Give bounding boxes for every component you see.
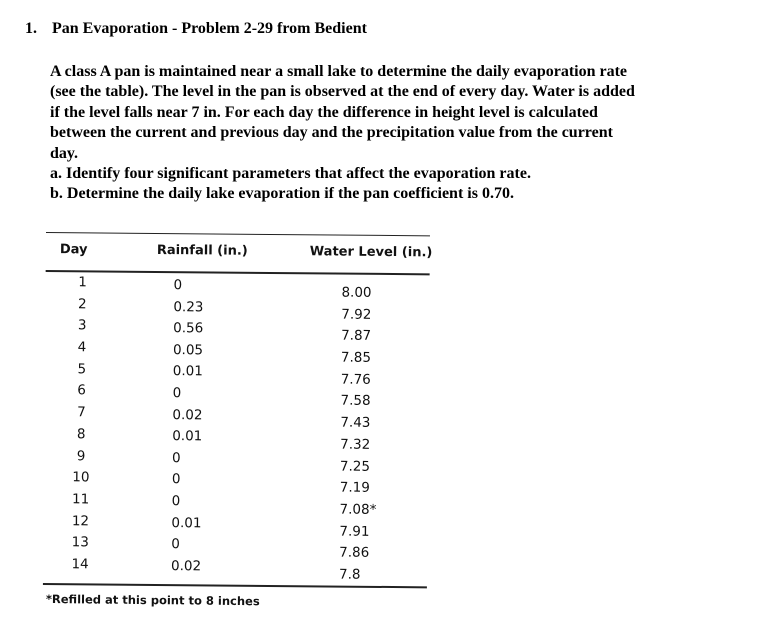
water-level-cell: 7.25	[339, 458, 371, 475]
day-cell: 4	[77, 339, 87, 356]
rainfall-cell: 0.23	[173, 298, 204, 315]
water-level-cell: 7.76	[340, 371, 371, 388]
statement-line: between the current and previous day and the precipitation value from the current	[50, 124, 613, 142]
rainfall-cell: 0.02	[171, 557, 202, 575]
question-title	[25, 20, 367, 38]
rainfall-cell: 0.02	[172, 406, 203, 423]
rainfall-cell: 0.56	[173, 320, 204, 337]
day-cell: 9	[76, 447, 86, 464]
rainfall-column	[171, 275, 204, 578]
statement-line: (see the table). The level in the pan is observed at the end of every day. Water is added	[50, 83, 635, 101]
question-title-text: Pan Evaporation - Problem 2-29 from Bedient	[52, 20, 367, 37]
rainfall-cell: 0	[171, 536, 180, 553]
statement-line: if the level falls near 7 in. For each day the difference in height level is calculated	[50, 103, 598, 121]
day-cell: 6	[77, 382, 86, 399]
table-header-rule	[46, 270, 430, 275]
day-cell: 8	[76, 426, 86, 443]
rainfall-cell: 0.01	[172, 428, 203, 445]
day-cell: 1	[78, 274, 87, 291]
water-level-cell: 7.87	[341, 327, 372, 345]
water-level-cell: 7.58	[340, 393, 371, 410]
day-cell: 11	[72, 491, 90, 508]
statement-line: day.	[50, 144, 79, 162]
water-level-cell: 7.92	[341, 306, 372, 323]
day-cell: 14	[71, 556, 89, 573]
day-cell: 7	[77, 404, 86, 421]
statement-line: A class A pan is maintained near a small lake to determine the daily evaporation rate	[50, 63, 628, 80]
water-level-cell: 7.19	[339, 479, 370, 497]
water-level-cell: 7.43	[340, 414, 371, 431]
table-top-rule	[46, 232, 430, 236]
day-column	[65, 272, 98, 576]
header-rainfall: Rainfall (in.)	[156, 242, 248, 259]
table-footnote: *Refilled at this point to 8 inches	[45, 592, 260, 609]
day-cell: 12	[71, 512, 90, 529]
water-level-cell: 7.32	[340, 436, 371, 453]
header-day: Day	[59, 242, 88, 258]
water-level-cell: 7.86	[339, 544, 370, 562]
day-cell: 10	[72, 469, 90, 486]
rainfall-cell: 0	[172, 385, 182, 402]
rainfall-cell: 0	[171, 471, 181, 488]
evaporation-data-table	[43, 232, 433, 595]
part-b: b. Determine the daily lake evaporation if the pan coefficient is 0.70.	[50, 185, 514, 203]
problem-statement	[50, 62, 750, 205]
rainfall-cell: 0.05	[172, 341, 204, 359]
water-level-cell: 7.85	[340, 349, 372, 366]
water-level-cell: 7.91	[339, 523, 370, 540]
rainfall-cell: 0	[173, 277, 183, 294]
water-level-column	[339, 283, 378, 587]
rainfall-cell: 0.01	[172, 363, 203, 380]
rainfall-cell: 0.01	[171, 514, 202, 531]
header-water-level: Water Level (in.)	[309, 244, 433, 261]
day-cell: 2	[78, 295, 87, 313]
rainfall-cell: 0	[171, 493, 181, 510]
rainfall-cell: 0	[171, 449, 181, 466]
day-cell: 3	[77, 317, 87, 334]
water-level-cell: 7.08*	[339, 501, 377, 518]
part-a: a. Identify four significant parameters that affect the evaporation rate.	[50, 165, 531, 183]
water-level-cell: 7.8	[338, 566, 361, 583]
question-number: 1.	[25, 20, 37, 37]
day-cell: 13	[71, 534, 89, 551]
water-level-cell: 8.00	[341, 284, 372, 301]
day-cell: 5	[77, 361, 87, 378]
